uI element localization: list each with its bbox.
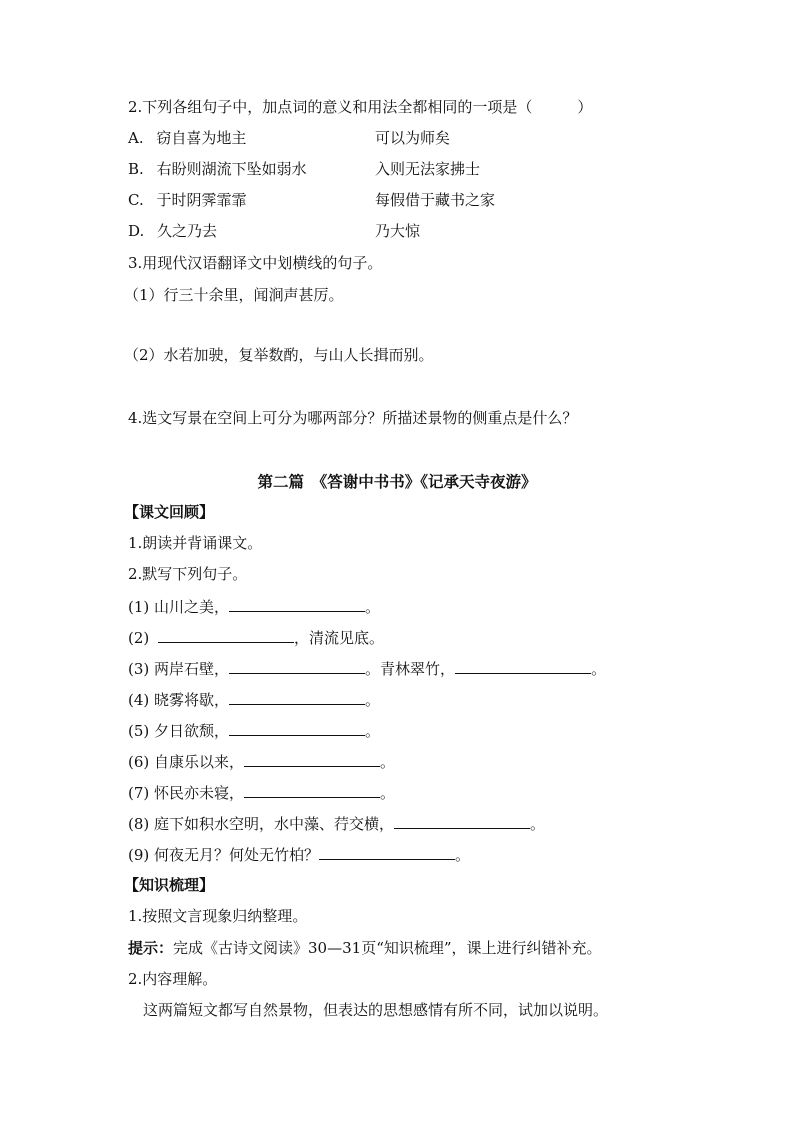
answer-blank[interactable] [244,750,380,767]
dictation-8 [128,812,545,834]
q2-option-a [128,128,246,148]
dictation-num: (6) [128,753,150,771]
review-item-2: 2.默写下列句子。 [128,565,248,583]
option-left: 于时阴霁霏霏 [156,191,247,209]
review-heading: 【课文回顾】 [124,503,215,521]
answer-blank[interactable] [244,781,380,798]
dictation-num: (5) [128,722,150,740]
q3-item-1: （1）行三十余里，闻涧声甚厉。 [124,286,344,304]
dictation-7 [128,781,395,803]
review-item-1: 1.朗读并背诵课文。 [128,534,263,552]
option-label: A. [128,129,144,147]
knowledge-item-2: 2.内容理解。 [128,970,218,988]
q3-item-2: （2）水若加驶，复举数酌，与山人长揖而别。 [124,346,434,364]
answer-blank[interactable] [229,688,365,705]
dictation-after: 。 [530,815,546,833]
knowledge-heading: 【知识梳理】 [124,876,215,894]
q3-stem: 3.用现代汉语翻译文中划横线的句子。 [128,254,383,272]
answer-blank[interactable] [229,657,365,674]
option-left: 窃自喜为地主 [156,129,247,147]
dictation-6 [128,750,395,772]
dictation-9 [128,843,470,865]
answer-blank[interactable] [158,626,294,643]
dictation-before: 夕日欲颓， [154,722,230,740]
dictation-4 [128,688,380,710]
q2-option-a-right: 可以为师矣 [375,129,451,147]
section-title: 第二篇 《答谢中书书》《记承天寺夜游》 [257,472,537,491]
dictation-1 [128,595,380,617]
dictation-after: ，清流见底。 [294,629,385,647]
dictation-after: 。 [365,722,381,740]
dictation-before: 山川之美， [154,598,230,616]
dictation-middle: 。青林翠竹， [365,660,456,678]
hint-text: 完成《古诗文阅读》30—31页“知识梳理”，课上进行纠错补充。 [173,939,602,957]
dictation-before: 晓雾将歇， [154,691,230,709]
q2-stem: 2.下列各组句子中，加点词的意义和用法全都相同的一项是（ ） [128,98,593,116]
answer-blank[interactable] [455,657,591,674]
knowledge-item-2-text: 这两篇短文都写自然景物，但表达的思想感情有所不同，试加以说明。 [143,1001,609,1019]
q2-option-d-right: 乃大惊 [375,222,421,240]
q2-option-c-right: 每假借于藏书之家 [375,191,496,209]
dictation-num: (4) [128,691,150,709]
knowledge-item-1: 1.按照文言现象归纳整理。 [128,907,308,925]
dictation-before: 自康乐以来， [154,753,245,771]
dictation-before: 何夜无月？何处无竹柏？ [154,846,320,864]
dictation-after: 。 [380,753,396,771]
dictation-3 [128,657,606,679]
answer-blank[interactable] [319,843,455,860]
dictation-num: (7) [128,784,150,802]
option-label: C. [128,191,144,209]
dictation-after: 。 [591,660,607,678]
dictation-before: 庭下如积水空明，水中藻、荇交横， [154,815,395,833]
dictation-num: (8) [128,815,150,833]
answer-blank[interactable] [394,812,530,829]
dictation-num: (3) [128,660,150,678]
option-left: 久之乃去 [157,222,218,240]
dictation-after: 。 [455,846,471,864]
q2-option-d [128,221,217,241]
dictation-before: 怀民亦未寝， [154,784,245,802]
option-label: D. [128,222,145,240]
dictation-5 [128,719,380,741]
q4-stem: 4.选文写景在空间上可分为哪两部分？所描述景物的侧重点是什么？ [128,409,578,427]
dictation-after: 。 [365,691,381,709]
dictation-2 [128,626,384,648]
dictation-num: (2) [128,629,150,647]
answer-blank[interactable] [229,719,365,736]
option-left: 右盼则湖流下坠如弱水 [156,160,307,178]
dictation-after: 。 [380,784,396,802]
dictation-before: 两岸石壁， [154,660,230,678]
hint-label: 提示： [128,939,174,957]
option-label: B. [128,160,144,178]
dictation-num: (9) [128,846,150,864]
q2-option-b [128,159,307,179]
dictation-num: (1) [128,598,150,616]
q2-option-b-right: 入则无法家拂士 [375,160,481,178]
answer-blank[interactable] [229,595,365,612]
hint-line [128,938,602,958]
dictation-after: 。 [365,598,381,616]
q2-option-c [128,190,247,210]
